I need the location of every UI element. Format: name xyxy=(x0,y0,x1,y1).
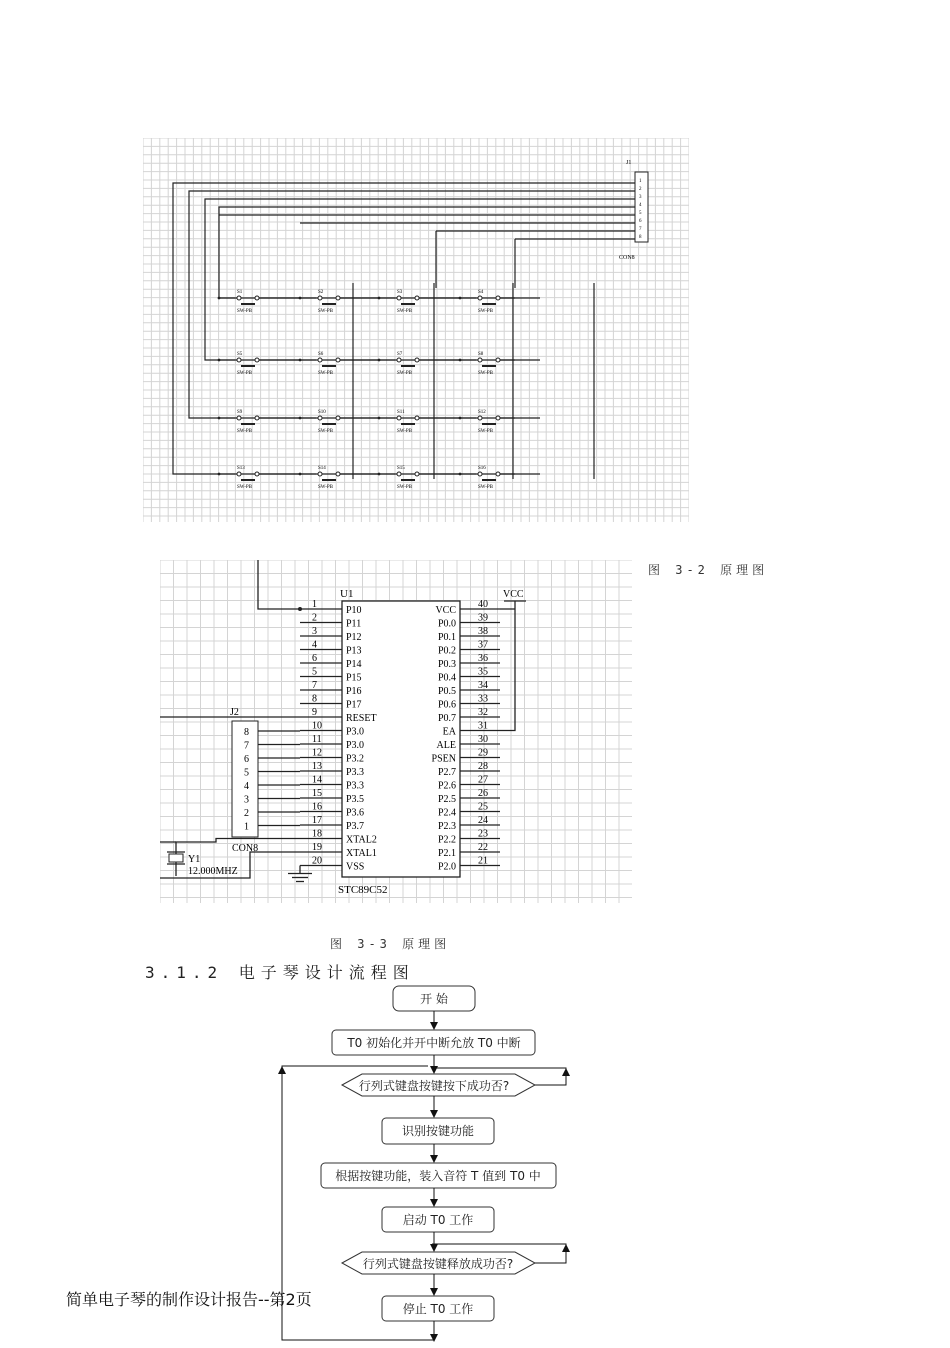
right-pin-name: P0.7 xyxy=(437,713,456,724)
left-pin-name: RESET xyxy=(346,713,377,724)
junction xyxy=(378,417,381,420)
switch-label: SW-PB xyxy=(237,309,253,314)
j2-ref: J2 xyxy=(230,707,239,718)
right-pin-num: 33 xyxy=(478,693,488,705)
right-pin-num: 30 xyxy=(478,734,488,745)
right-pin-name: P0.0 xyxy=(437,618,456,630)
switch-contact xyxy=(237,358,241,362)
switch-label: SW-PB xyxy=(478,485,494,490)
right-pin-name: P0.1 xyxy=(437,632,456,643)
left-pin-name: P3.0 xyxy=(346,740,365,751)
right-pin-name: P2.0 xyxy=(437,861,456,873)
right-pin-num: 25 xyxy=(478,801,488,813)
left-pin-name: P14 xyxy=(346,659,362,670)
switch-label: SW-PB xyxy=(397,429,413,434)
right-pin-num: 29 xyxy=(478,747,488,759)
left-pin-num: 18 xyxy=(312,828,322,840)
flow-start-t0-text: 启动 T0 工作 xyxy=(402,1213,474,1227)
switch-contact xyxy=(415,472,419,476)
left-pin-name: P10 xyxy=(346,605,362,616)
j2-pin: 3 xyxy=(244,794,249,806)
switch-contact xyxy=(318,358,322,362)
switch-contact xyxy=(496,416,500,420)
switch-label: SW-PB xyxy=(237,485,253,490)
right-pin-num: 22 xyxy=(478,842,488,853)
switch-label: SW-PB xyxy=(478,371,494,376)
left-pin-num: 9 xyxy=(312,707,317,718)
switch-ref: S3 xyxy=(397,290,403,295)
junction xyxy=(459,473,462,476)
right-pin-name: P2.3 xyxy=(437,821,456,832)
switch-contact xyxy=(397,358,401,362)
j1-pin: 7 xyxy=(639,227,642,232)
flow-identify-text: 识别按键功能 xyxy=(401,1124,475,1138)
switch-contact xyxy=(478,416,482,420)
switch-contact xyxy=(336,358,340,362)
junction xyxy=(378,473,381,476)
switch-contact xyxy=(318,472,322,476)
junction xyxy=(378,297,381,300)
left-pin-num: 10 xyxy=(312,720,322,732)
j1-pin: 8 xyxy=(639,235,642,240)
j1-pin: 4 xyxy=(639,203,642,208)
left-pin-name: XTAL2 xyxy=(346,834,377,846)
switch-contact xyxy=(397,472,401,476)
flowchart xyxy=(270,982,590,1344)
left-pin-name: P16 xyxy=(346,686,362,697)
left-pin-num: 17 xyxy=(312,815,322,826)
j2-pin: 5 xyxy=(244,767,249,779)
left-pin-name: P11 xyxy=(346,618,362,630)
switch-contact xyxy=(318,296,322,300)
switch-contact xyxy=(496,358,500,362)
right-pin-num: 23 xyxy=(478,828,488,840)
switch-contact xyxy=(397,416,401,420)
left-pin-num: 6 xyxy=(312,653,317,664)
j1-pin: 3 xyxy=(639,195,642,200)
right-pin-num: 31 xyxy=(478,720,488,732)
left-pin-name: P13 xyxy=(346,645,362,657)
junction xyxy=(299,359,302,362)
flow-check-press-text: 行列式键盘按键按下成功否? xyxy=(358,1079,510,1093)
left-pin-num: 5 xyxy=(312,666,317,678)
switch-label: SW-PB xyxy=(318,485,334,490)
junction xyxy=(298,607,302,611)
chip-ref: U1 xyxy=(340,588,354,600)
mcu-schematic xyxy=(160,560,632,903)
j2-pin: 2 xyxy=(244,808,249,819)
right-pin-num: 35 xyxy=(478,666,488,678)
switch-contact xyxy=(415,296,419,300)
j2-pin: 4 xyxy=(244,781,249,792)
p10-wire xyxy=(258,560,300,609)
j1-ref: J1 xyxy=(626,160,632,166)
vcc-wire xyxy=(500,601,515,731)
flow-stop-t0-text: 停止 T0 工作 xyxy=(402,1302,474,1316)
figure-mcu-schematic xyxy=(160,560,632,903)
left-pin-name: P3.2 xyxy=(346,753,365,765)
right-pin-num: 34 xyxy=(478,680,488,691)
grid xyxy=(143,138,689,522)
junction xyxy=(378,359,381,362)
left-pin-name: P3.6 xyxy=(346,807,365,819)
vcc-label: VCC xyxy=(503,589,524,600)
switch-contact xyxy=(415,358,419,362)
switch-contact xyxy=(478,358,482,362)
j1-pin: 2 xyxy=(639,187,642,192)
left-pin-num: 14 xyxy=(312,774,322,786)
right-pin-name: VCC xyxy=(435,605,456,616)
switch-contact xyxy=(496,472,500,476)
right-pin-name: ALE xyxy=(436,740,456,751)
right-pin-name: EA xyxy=(442,726,456,738)
right-pin-name: PSEN xyxy=(431,753,456,765)
row-wire xyxy=(219,207,635,298)
switch-label: SW-PB xyxy=(318,371,334,376)
right-pin-num: 37 xyxy=(478,639,488,651)
junction xyxy=(218,359,221,362)
switch-ref: S12 xyxy=(478,410,486,415)
right-pin-num: 36 xyxy=(478,653,488,664)
switch-contact xyxy=(255,472,259,476)
switch-contact xyxy=(496,296,500,300)
right-pin-name: P2.1 xyxy=(437,848,456,859)
right-pin-name: P0.4 xyxy=(437,672,456,684)
switch-contact xyxy=(318,416,322,420)
switch-contact xyxy=(336,296,340,300)
right-pin-name: P0.2 xyxy=(437,645,456,657)
switch-ref: S10 xyxy=(318,410,326,415)
switch-label: SW-PB xyxy=(397,371,413,376)
junction xyxy=(459,297,462,300)
left-pin-name: P3.0 xyxy=(346,726,365,738)
switch-contact xyxy=(478,472,482,476)
junction xyxy=(218,473,221,476)
junction xyxy=(299,417,302,420)
j1-pin: 5 xyxy=(639,211,642,216)
j2-body xyxy=(232,721,258,837)
left-pin-name: P15 xyxy=(346,672,362,684)
left-pin-name: P3.3 xyxy=(346,767,365,778)
crystal-body xyxy=(169,854,183,862)
right-pin-num: 26 xyxy=(478,788,488,799)
switch-ref: S6 xyxy=(318,352,324,357)
right-pin-name: P0.6 xyxy=(437,699,456,711)
flow-load-text: 根据按键功能，装入音符 T 值到 T0 中 xyxy=(335,1169,541,1183)
switch-ref: S15 xyxy=(397,466,405,471)
left-pin-num: 8 xyxy=(312,693,317,705)
junction xyxy=(299,473,302,476)
crystal-value: 12.000MHZ xyxy=(188,866,238,877)
flow-init-text: T0 初始化并开中断允放 T0 中断 xyxy=(347,1036,521,1050)
junction xyxy=(459,417,462,420)
switch-ref: S16 xyxy=(478,466,486,471)
right-pin-num: 21 xyxy=(478,855,488,867)
left-pin-name: P17 xyxy=(346,699,362,711)
crystal-ref: Y1 xyxy=(188,854,201,865)
j2-pin: 6 xyxy=(244,754,249,765)
right-pin-name: P2.5 xyxy=(437,794,456,805)
switch-contact xyxy=(397,296,401,300)
switch-label: SW-PB xyxy=(478,309,494,314)
j2-pin: 1 xyxy=(244,821,249,833)
right-pin-num: 38 xyxy=(478,626,488,637)
right-pin-num: 39 xyxy=(478,612,488,624)
j1-body xyxy=(635,172,648,242)
switch-contact xyxy=(237,416,241,420)
switch-ref: S7 xyxy=(397,352,403,357)
chip-name: STC89C52 xyxy=(338,884,388,896)
junction xyxy=(459,359,462,362)
j2-name: CON8 xyxy=(232,843,259,854)
left-pin-name: P3.3 xyxy=(346,780,365,792)
j1-pin: 1 xyxy=(639,179,642,184)
left-pin-num: 16 xyxy=(312,801,322,813)
figure-caption-3-3: 图 3-3 原理图 xyxy=(330,937,451,951)
switch-ref: S14 xyxy=(318,466,326,471)
switch-label: SW-PB xyxy=(318,429,334,434)
figure-caption-3-2: 图 3-2 原理图 xyxy=(648,563,769,577)
switch-contact xyxy=(478,296,482,300)
junction xyxy=(218,297,221,300)
left-pin-num: 11 xyxy=(312,734,322,745)
left-pin-name: P3.5 xyxy=(346,794,365,805)
right-pin-num: 32 xyxy=(478,707,488,718)
switch-ref: S1 xyxy=(237,290,243,295)
switch-contact xyxy=(255,358,259,362)
left-pin-name: VSS xyxy=(346,861,365,873)
switch-label: SW-PB xyxy=(318,309,334,314)
switch-contact xyxy=(336,472,340,476)
switch-contact xyxy=(415,416,419,420)
right-pin-name: P2.2 xyxy=(437,834,456,846)
j1-name: CON8 xyxy=(619,255,635,261)
j2-pin: 7 xyxy=(244,740,249,752)
switch-ref: S13 xyxy=(237,466,245,471)
switch-ref: S8 xyxy=(478,352,484,357)
right-pin-num: 24 xyxy=(478,815,488,826)
switch-ref: S2 xyxy=(318,290,324,295)
left-pin-num: 1 xyxy=(312,599,317,610)
switch-label: SW-PB xyxy=(237,371,253,376)
page-footer: 简单电子琴的制作设计报告--第2页 xyxy=(66,1290,312,1309)
right-pin-name: P0.5 xyxy=(437,686,456,697)
left-pin-num: 2 xyxy=(312,612,317,624)
switch-ref: S5 xyxy=(237,352,243,357)
flow-check-release-text: 行列式键盘按键释放成功否? xyxy=(362,1257,514,1271)
figure-keyboard-matrix xyxy=(143,138,689,522)
keyboard-matrix-schematic xyxy=(143,138,689,522)
left-pin-num: 12 xyxy=(312,747,322,759)
switch-label: SW-PB xyxy=(478,429,494,434)
left-pin-num: 20 xyxy=(312,855,322,867)
right-pin-name: P2.7 xyxy=(437,767,456,778)
switch-label: SW-PB xyxy=(397,309,413,314)
left-pin-num: 3 xyxy=(312,626,317,637)
switch-contact xyxy=(237,472,241,476)
right-pin-name: P0.3 xyxy=(437,659,456,670)
left-pin-name: P3.7 xyxy=(346,821,365,832)
right-pin-num: 28 xyxy=(478,761,488,772)
left-pin-num: 19 xyxy=(312,842,322,853)
right-pin-name: P2.4 xyxy=(437,807,456,819)
switch-contact xyxy=(255,296,259,300)
right-pin-num: 27 xyxy=(478,774,488,786)
switch-ref: S11 xyxy=(397,410,405,415)
switch-label: SW-PB xyxy=(397,485,413,490)
switch-ref: S9 xyxy=(237,410,243,415)
j2-pin: 8 xyxy=(244,727,249,738)
switch-contact xyxy=(237,296,241,300)
switch-label: SW-PB xyxy=(237,429,253,434)
flow-start-text: 开 始 xyxy=(420,992,448,1006)
switch-contact xyxy=(255,416,259,420)
j1-pin: 6 xyxy=(639,219,642,224)
right-pin-name: P2.6 xyxy=(437,780,456,792)
switch-ref: S4 xyxy=(478,290,484,295)
right-pin-num: 40 xyxy=(478,599,488,610)
switch-contact xyxy=(336,416,340,420)
left-pin-name: P12 xyxy=(346,632,362,643)
junction xyxy=(218,417,221,420)
left-pin-num: 4 xyxy=(312,639,317,651)
left-pin-num: 7 xyxy=(312,680,317,691)
junction xyxy=(299,297,302,300)
left-pin-num: 13 xyxy=(312,761,322,772)
section-title: 3.1.2 电子琴设计流程图 xyxy=(145,963,415,982)
left-pin-name: XTAL1 xyxy=(346,848,377,859)
left-pin-num: 15 xyxy=(312,788,322,799)
